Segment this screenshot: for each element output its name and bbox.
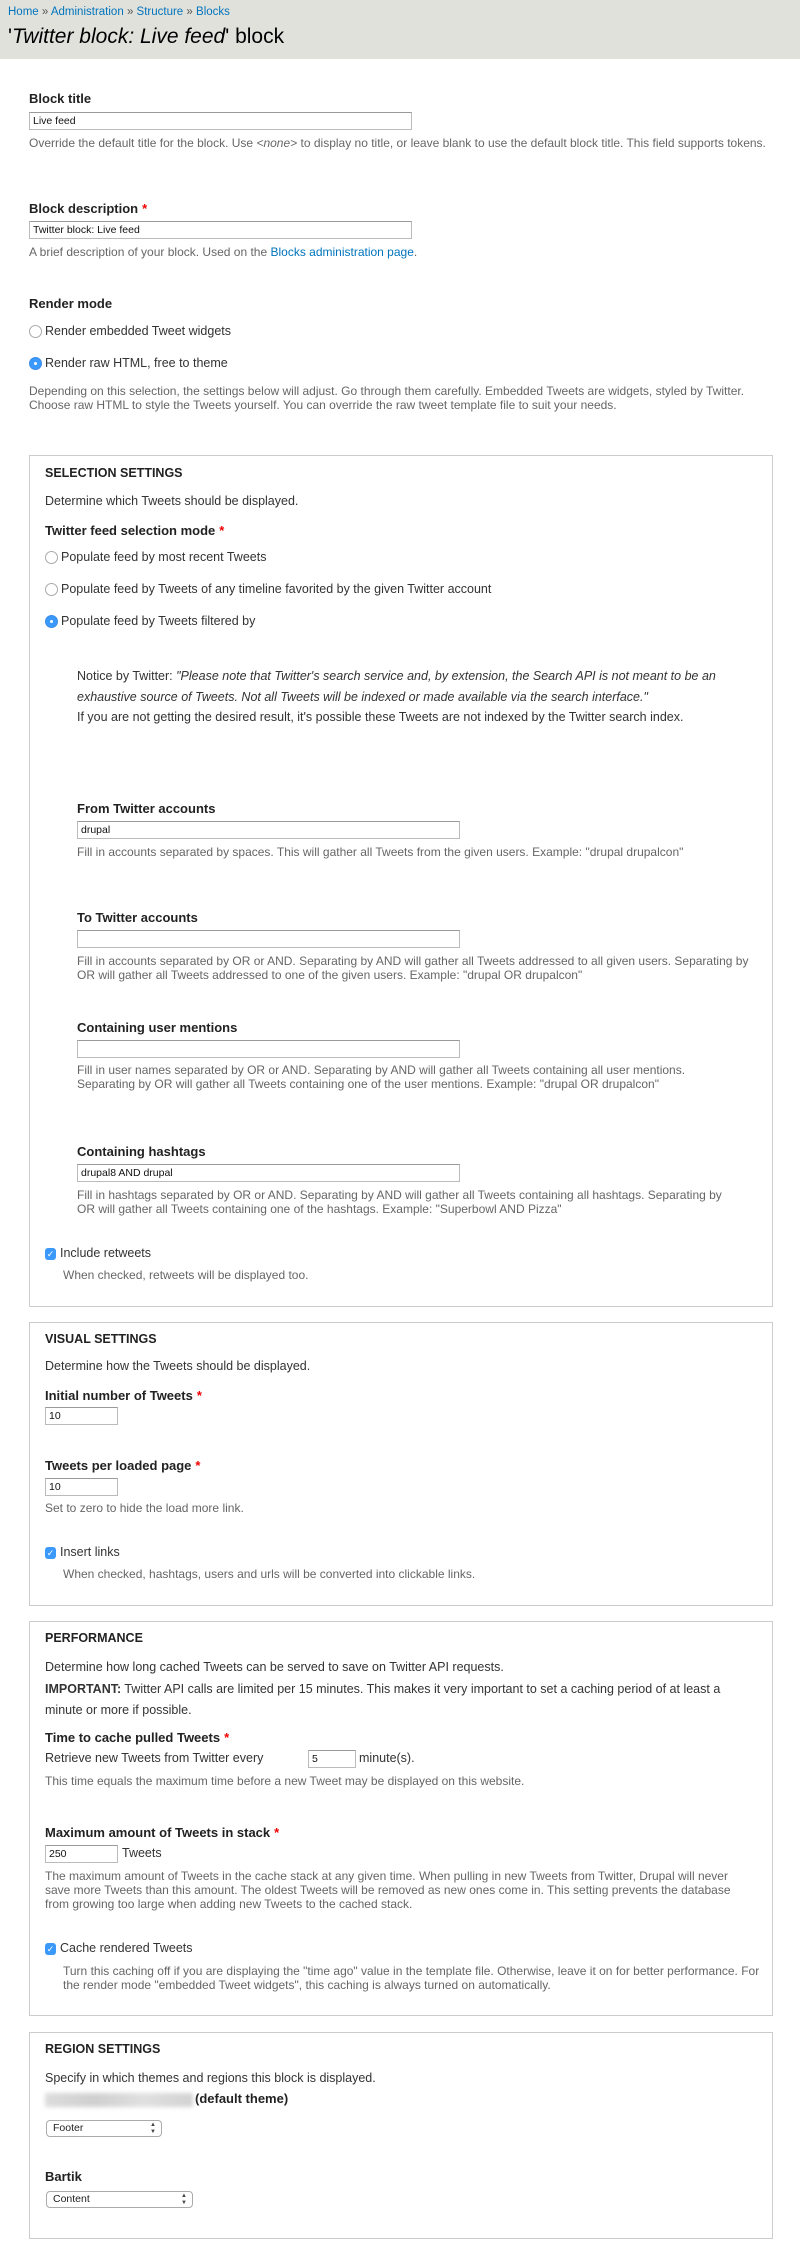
breadcrumb-administration[interactable]: Administration [50, 6, 124, 18]
blocks-admin-link[interactable]: Blocks administration page [270, 245, 414, 259]
selection-option-favorited[interactable] [45, 581, 491, 597]
block-title-input[interactable]: Live feed [29, 112, 412, 130]
to-accounts-label: To Twitter accounts [77, 910, 198, 925]
label-text: Initial number of Tweets [45, 1388, 193, 1403]
render-mode-help: Depending on this selection, the settings below will adjust. Go through them carefully. Embedded Tweets are widgets, styled by Twitter. Choose raw HTML to style the Tweets yourself. You can override the raw tweet template file to suit your needs. [29, 384, 745, 412]
option-label: Populate feed by Tweets filtered by [61, 614, 256, 628]
max-stack-input[interactable]: 250 [45, 1845, 118, 1863]
max-stack-help: The maximum amount of Tweets in the cache stack at any given time. When pulling in new Tweets from Twitter, Drupal will never save more Tweets than this amount. The oldest Tweets will be removed as new ones come in. This setting prevents the database from growing too large when adding new Tweets to the cached stack. [45, 1869, 731, 1911]
cache-time-label [45, 1730, 229, 1746]
required-marker: * [224, 1730, 230, 1745]
from-accounts-help: Fill in accounts separated by spaces. This will gather all Tweets from the given users. Example: "drupal drupalcon" [77, 845, 684, 859]
radio-unselected-icon[interactable] [45, 583, 58, 596]
help-none-token: <none> [256, 136, 298, 150]
block-description-help [29, 245, 769, 259]
block-description-input[interactable]: Twitter block: Live feed [29, 221, 412, 239]
cache-time-help: This time equals the maximum time before a new Tweet may be displayed on this website. [45, 1774, 525, 1788]
cache-time-prefix: Retrieve new Tweets from Twitter every [45, 1751, 264, 1765]
render-mode-label: Render mode [29, 296, 113, 311]
initial-tweets-label [45, 1388, 202, 1404]
option-label: Render embedded Tweet widgets [45, 324, 231, 338]
insert-links-help: When checked, hashtags, users and urls will be converted into clickable links. [63, 1567, 476, 1581]
max-stack-suffix: Tweets [122, 1846, 162, 1860]
radio-unselected-icon[interactable] [29, 325, 42, 338]
label-text: (default theme) [195, 2091, 289, 2106]
checkbox-checked-icon[interactable]: ✓ [46, 1943, 55, 1954]
notice-extra: If you are not getting the desired result, it's possible these Tweets are not indexed by the Twitter search index. [77, 710, 684, 725]
label-text: Maximum amount of Tweets in stack [45, 1825, 271, 1840]
breadcrumb-home[interactable]: Home [8, 6, 39, 18]
block-title-help [29, 136, 769, 150]
hashtags-help: Fill in hashtags separated by OR or AND. Separating by AND will gather all Tweets containing all hashtags. Separating by OR will gather all Tweets containing one of the hashtags. Example: "Superbowl AND Pizza" [77, 1188, 722, 1216]
default-theme-label [45, 2091, 288, 2107]
tweets-per-page-input[interactable]: 10 [45, 1478, 118, 1496]
cache-rendered-help: Turn this caching off if you are displaying the "time ago" value in the template file. Otherwise, leave it on for better performance. For the render mode "embedded Tweet widgets", this caching is always turned on automatically. [63, 1964, 760, 1992]
mentions-help: Fill in user names separated by OR or AND. Separating by AND will gather all Tweets containing all user mentions. Separating by OR will gather all Tweets containing one of the user mentions. Example: "drupal OR drupalcon" [77, 1063, 686, 1091]
help-text: Override the default title for the block. Use [29, 136, 257, 150]
selection-settings-legend: SELECTION SETTINGS [45, 466, 183, 480]
cache-rendered-checkbox[interactable] [45, 1940, 193, 1956]
twitter-notice [77, 666, 762, 728]
block-description-label [29, 201, 147, 217]
radio-selected-icon[interactable] [29, 357, 42, 370]
title-suffix: block [229, 25, 285, 48]
title-block-name: Twitter block: Live feed [12, 25, 226, 48]
label-text: Time to cache pulled Tweets [45, 1730, 221, 1745]
option-label: Populate feed by most recent Tweets [61, 550, 267, 564]
initial-tweets-input[interactable]: 10 [45, 1407, 118, 1425]
label-text: Block description [29, 201, 139, 216]
blurred-theme-name [45, 2093, 193, 2107]
selection-option-recent[interactable] [45, 549, 266, 565]
performance-description: Determine how long cached Tweets can be served to save on Twitter API requests. [45, 1660, 504, 1674]
include-retweets-checkbox[interactable] [45, 1245, 151, 1261]
select-value: Footer [53, 2122, 84, 2134]
visual-settings-legend: VISUAL SETTINGS [45, 1332, 157, 1346]
help-text: . [413, 245, 418, 259]
tweets-per-page-help: Set to zero to hide the load more link. [45, 1501, 244, 1515]
label-text: Twitter feed selection mode [45, 523, 216, 538]
breadcrumb-separator: » [126, 6, 134, 18]
radio-selected-icon[interactable] [45, 615, 58, 628]
region-settings-legend: REGION SETTINGS [45, 2042, 161, 2056]
select-arrows-icon: ▲ ▼ [150, 2122, 156, 2135]
selection-mode-label [45, 523, 224, 539]
tweets-per-page-label [45, 1458, 200, 1474]
breadcrumb-separator: » [41, 6, 49, 18]
required-marker: * [274, 1825, 280, 1840]
breadcrumb-separator: » [186, 6, 193, 18]
mentions-input[interactable] [77, 1040, 460, 1058]
max-stack-label [45, 1825, 279, 1841]
hashtags-label: Containing hashtags [77, 1144, 206, 1159]
performance-important [45, 1679, 735, 1720]
breadcrumb [8, 6, 230, 18]
page-title [8, 25, 284, 49]
to-accounts-input[interactable] [77, 930, 460, 948]
important-text: Twitter API calls are limited per 15 minutes. This makes it very important to set a caching period of at least a minute or more if possible. [45, 1682, 721, 1717]
selection-option-filtered[interactable] [45, 613, 255, 629]
insert-links-checkbox[interactable] [45, 1544, 120, 1560]
help-text: A brief description of your block. Used on the [29, 245, 271, 259]
required-marker: * [219, 523, 225, 538]
required-marker: * [142, 201, 148, 216]
render-mode-option-raw[interactable] [29, 355, 228, 371]
bartik-region-select[interactable] [46, 2191, 193, 2208]
default-theme-region-select[interactable] [46, 2120, 162, 2137]
notice-prefix: Notice by Twitter: [77, 669, 177, 683]
required-marker: * [196, 1388, 202, 1403]
cache-time-suffix: minute(s). [359, 1751, 415, 1765]
checkbox-checked-icon[interactable]: ✓ [46, 1547, 55, 1558]
help-text: to display no title, or leave blank to use the default block title. This field supports tokens. [297, 136, 766, 150]
include-retweets-help: When checked, retweets will be displayed too. [63, 1268, 309, 1282]
hashtags-input[interactable]: drupal8 AND drupal [77, 1164, 460, 1182]
option-label: Render raw HTML, free to theme [45, 356, 228, 370]
checkbox-checked-icon[interactable]: ✓ [46, 1248, 55, 1259]
render-mode-option-embedded[interactable] [29, 323, 231, 339]
breadcrumb-blocks[interactable]: Blocks [196, 6, 230, 18]
to-accounts-help: Fill in accounts separated by OR or AND. Separating by AND will gather all Tweets addressed to all given users. Separating by OR will gather all Tweets addressed to one of the given users. Example: "drupal OR drupalcon" [77, 954, 749, 982]
region-description: Specify in which themes and regions this block is displayed. [45, 2071, 376, 2085]
notice-quote: "Please note that Twitter's search service and, by extension, the Search API is not meant to be an exhaustive source of Tweets. Not all Tweets will be indexed or made available via the search interface." [77, 669, 716, 704]
visual-description: Determine how the Tweets should be displayed. [45, 1359, 311, 1373]
title-quote: ' [8, 25, 13, 48]
bartik-label: Bartik [45, 2169, 82, 2184]
select-value: Content [53, 2193, 90, 2205]
important-label: IMPORTANT: [45, 1682, 122, 1696]
breadcrumb-structure[interactable]: Structure [136, 6, 184, 18]
select-arrows-icon: ▲ ▼ [181, 2193, 187, 2206]
from-accounts-label: From Twitter accounts [77, 801, 216, 816]
cache-time-input[interactable]: 5 [308, 1750, 356, 1768]
selection-description: Determine which Tweets should be displayed. [45, 494, 299, 508]
checkbox-label: Cache rendered Tweets [60, 1941, 193, 1955]
title-quote: ' [225, 25, 230, 48]
option-label: Populate feed by Tweets of any timeline favorited by the given Twitter account [61, 582, 492, 596]
performance-legend: PERFORMANCE [45, 1631, 143, 1645]
label-text: Tweets per loaded page [45, 1458, 192, 1473]
from-accounts-input[interactable]: drupal [77, 821, 460, 839]
mentions-label: Containing user mentions [77, 1020, 238, 1035]
radio-unselected-icon[interactable] [45, 551, 58, 564]
required-marker: * [195, 1458, 201, 1473]
checkbox-label: Include retweets [60, 1246, 152, 1260]
checkbox-label: Insert links [60, 1545, 120, 1559]
block-title-label: Block title [29, 91, 92, 106]
